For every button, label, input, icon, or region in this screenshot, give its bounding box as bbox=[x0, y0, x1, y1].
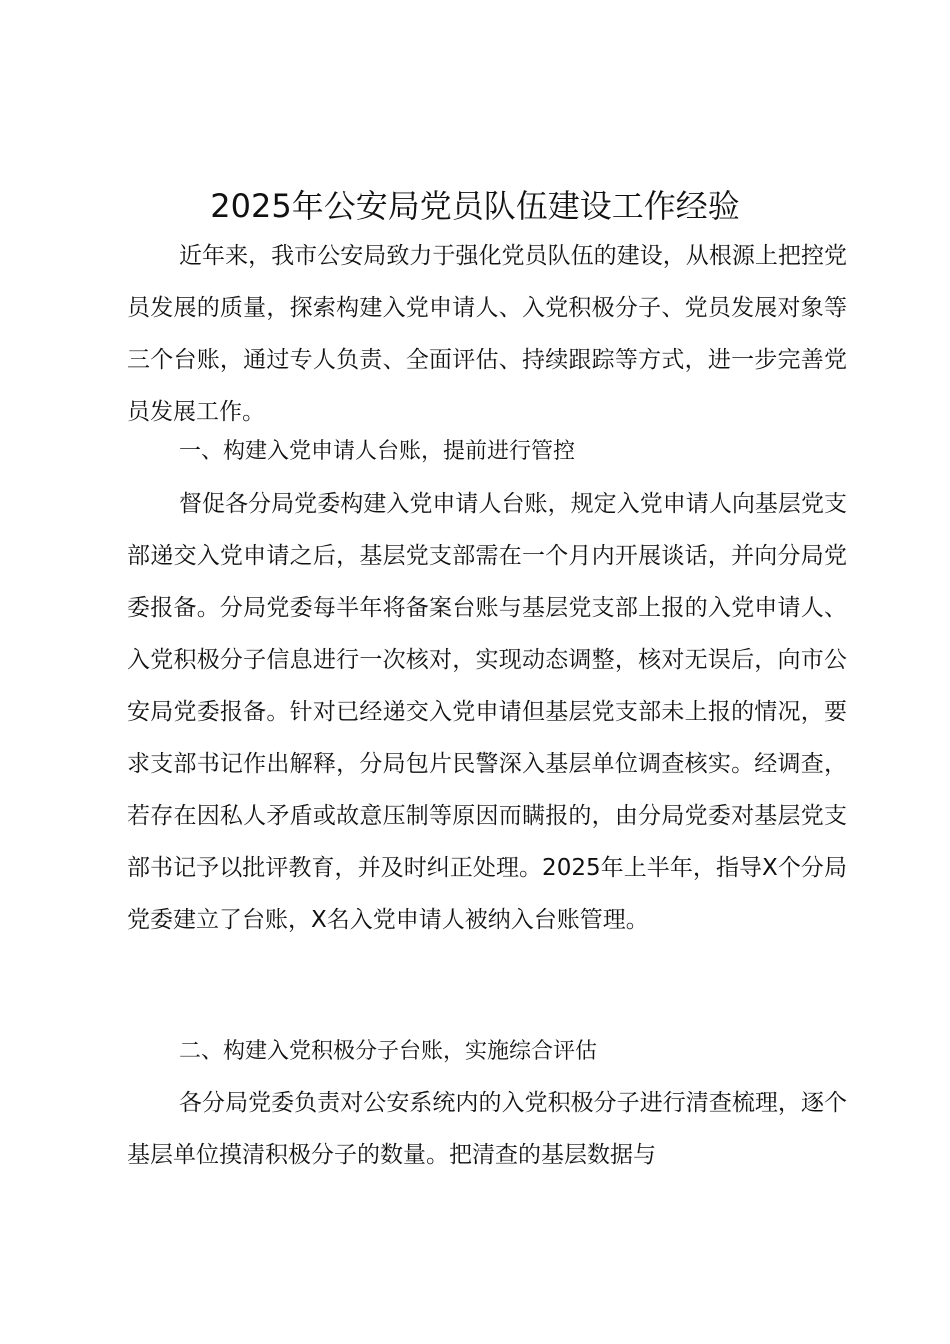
document-title: 2025年公安局党员队伍建设工作经验 bbox=[210, 187, 740, 225]
section-heading-2: 二、构建入党积极分子台账，实施综合评估 bbox=[179, 1039, 598, 1064]
paragraph-section-1: 督促各分局党委构建入党申请人台账，规定入党申请人向基层党支部递交入党申请之后，基层党支部需在一个月内开展谈话，并向分局党委报备。分局党委每半年将备案台账与基层党支部上报的入党申请人、入党积极分子信息进行一次核对，实现动态调整，核对无误后，向市公安局党委报备。针对已经递交入党申请但基层党支部未上报的情况，要求支部书记作出解释，分局包片民警深入基层单位调查核实。经调查，若存在因私人矛盾或故意压制等原因而瞒报的，由分局党委对基层党支部书记予以批评教育，并及时纠正处理。2025年上半年，指导X个分局党委建立了台账，X名入党申请人被纳入台账管理。 bbox=[127, 491, 847, 933]
paragraph-section-2: 各分局党委负责对公安系统内的入党积极分子进行清查梳理，逐个基层单位摸清积极分子的数量。把清查的基层数据与 bbox=[127, 1090, 847, 1168]
paragraph-intro: 近年来，我市公安局致力于强化党员队伍的建设，从根源上把控党员发展的质量，探索构建入党申请人、入党积极分子、党员发展对象等三个台账，通过专人负责、全面评估、持续跟踪等方式，进一步完善党员发展工作。 bbox=[127, 243, 847, 425]
section-heading-1: 一、构建入党申请人台账，提前进行管控 bbox=[179, 439, 576, 464]
